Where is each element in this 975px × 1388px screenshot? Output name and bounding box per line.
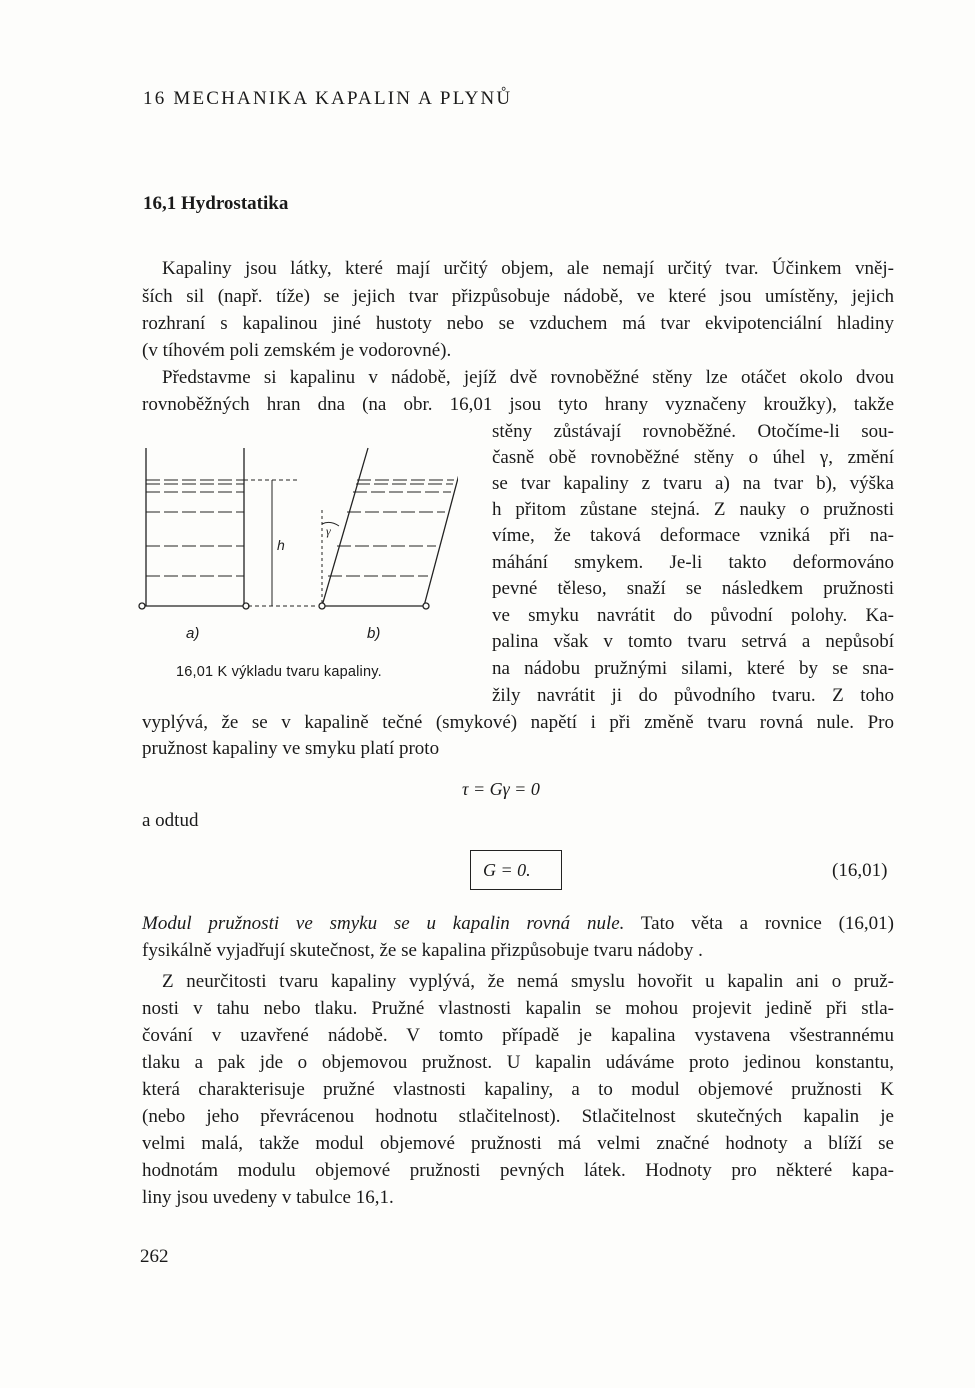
paragraph-line: ve smyku navrátit do původní polohy. Ka- <box>492 605 894 626</box>
italic-statement: Modul pružnosti ve smyku se u kapalin rovná nule. <box>142 913 625 934</box>
paragraph-line: vyplývá, že se v kapalině tečné (smykové) napětí i při změně tvaru rovná nule. Pro <box>142 712 894 733</box>
paragraph-line: ších sil (např. tíže) se jejich tvar přizpůsobuje nádobě, ve které jsou umístěny, jejich <box>142 286 894 307</box>
paragraph-line: rovnoběžných hran dna (na obr. 16,01 jsou tyto hrany vyznačeny kroužky), takže <box>142 394 894 415</box>
figure-label-h: h <box>277 537 285 553</box>
figure-a-hinge-left <box>139 603 145 609</box>
page-number: 262 <box>140 1246 169 1267</box>
figure-b-right-wall <box>424 448 458 606</box>
equation-shear-stress: τ = Gγ = 0 <box>462 779 540 799</box>
paragraph-line: žily navrátit ji do původního tvaru. Z toho <box>492 685 894 706</box>
text-and-then: a odtud <box>142 810 199 831</box>
figure-caption: 16,01 K výkladu tvaru kapaliny. <box>176 664 382 680</box>
figure-label-b: b) <box>367 625 381 642</box>
paragraph-line: Kapaliny jsou látky, které mají určitý objem, ale nemají určitý tvar. Účinkem vněj- <box>162 258 894 279</box>
equation-shear-modulus: G = 0. <box>483 860 531 880</box>
paragraph-line: Z neurčitosti tvaru kapaliny vyplývá, že nemá smyslu hovořit u kapalin ani o pruž- <box>162 971 894 992</box>
figure-a-liquid-hatching <box>146 480 244 576</box>
equation-number: (16,01) <box>832 860 888 881</box>
figure-label-a: a) <box>186 625 200 642</box>
paragraph-line: fysikálně vyjadřují skutečnost, že se kapalina přizpůsobuje tvaru nádoby . <box>142 940 703 961</box>
paragraph-line: h přitom zůstane stejná. Z nauky o pružnosti <box>492 499 894 520</box>
paragraph-line: rozhraní s kapalinou jiné hustoty nebo se vzduchem má tvar ekvipotenciální hladiny <box>142 313 894 334</box>
paragraph-line: časně obě rovnoběžné stěny o úhel γ, změní <box>492 447 894 468</box>
figure-b-liquid-hatching <box>328 480 454 576</box>
paragraph-line: palina však v tomto tvaru setrvá a nepůsobí <box>492 631 894 652</box>
text-fragment: Tato věta a rovnice (16,01) <box>624 913 894 934</box>
paragraph-line: která charakterisuje pružné vlastnosti kapaliny, a to modul objemové pružnosti K <box>142 1079 894 1100</box>
paragraph-line: pevné těleso, snaží se následkem pružnosti <box>492 578 894 599</box>
paragraph-line: tlaku a pak jde o objemovou pružnost. U kapalin udáváme proto jedinou konstantu, <box>142 1052 894 1073</box>
figure-b-hinge-left <box>319 603 325 609</box>
paragraph-line: pružnost kapaliny ve smyku platí proto <box>142 738 440 759</box>
paragraph-line: na nádobu pružnými silami, které by se sna- <box>492 658 894 679</box>
paragraph-line: víme, že taková deformace vzniká při na- <box>492 525 894 546</box>
paragraph-line <box>142 911 894 937</box>
figure-b-hinge-right <box>423 603 429 609</box>
paragraph-line: liny jsou uvedeny v tabulce 16,1. <box>142 1187 394 1208</box>
figure-liquid-shape <box>138 440 458 650</box>
paragraph-line: nosti v tahu nebo tlaku. Pružné vlastnosti kapalin se mohou projevit jedině při stla- <box>142 998 894 1019</box>
figure-label-gamma: γ <box>326 524 331 538</box>
paragraph-line: (nebo jeho převrácenou hodnotu stlačitelnost). Stlačitelnost skutečných kapalin je <box>142 1106 894 1127</box>
paragraph-line: se tvar kapaliny z tvaru a) na tvar b), výška <box>492 473 894 494</box>
paragraph-line: velmi malá, takže modul objemové pružnosti má velmi značné hodnoty a blíží se <box>142 1133 894 1154</box>
paragraph-line: čování v uzavřené nádobě. V tomto případě je kapalina vystavena všestrannému <box>142 1025 894 1046</box>
paragraph-line: stěny zůstávají rovnoběžné. Otočíme-li sou- <box>492 421 894 442</box>
section-heading: 16,1 Hydrostatika <box>143 193 289 214</box>
paragraph-line: Představme si kapalinu v nádobě, jejíž dvě rovnoběžné stěny lze otáčet okolo dvou <box>162 367 894 388</box>
paragraph-line: hodnotám modulu objemové pružnosti pevných látek. Hodnoty pro některé kapa- <box>142 1160 894 1181</box>
paragraph-line: (v tíhovém poli zemském je vodorovné). <box>142 340 452 361</box>
paragraph-line: máhání smykem. Je-li takto deformováno <box>492 552 894 573</box>
chapter-heading: 16 MECHANIKA KAPALIN A PLYNŮ <box>143 88 513 109</box>
